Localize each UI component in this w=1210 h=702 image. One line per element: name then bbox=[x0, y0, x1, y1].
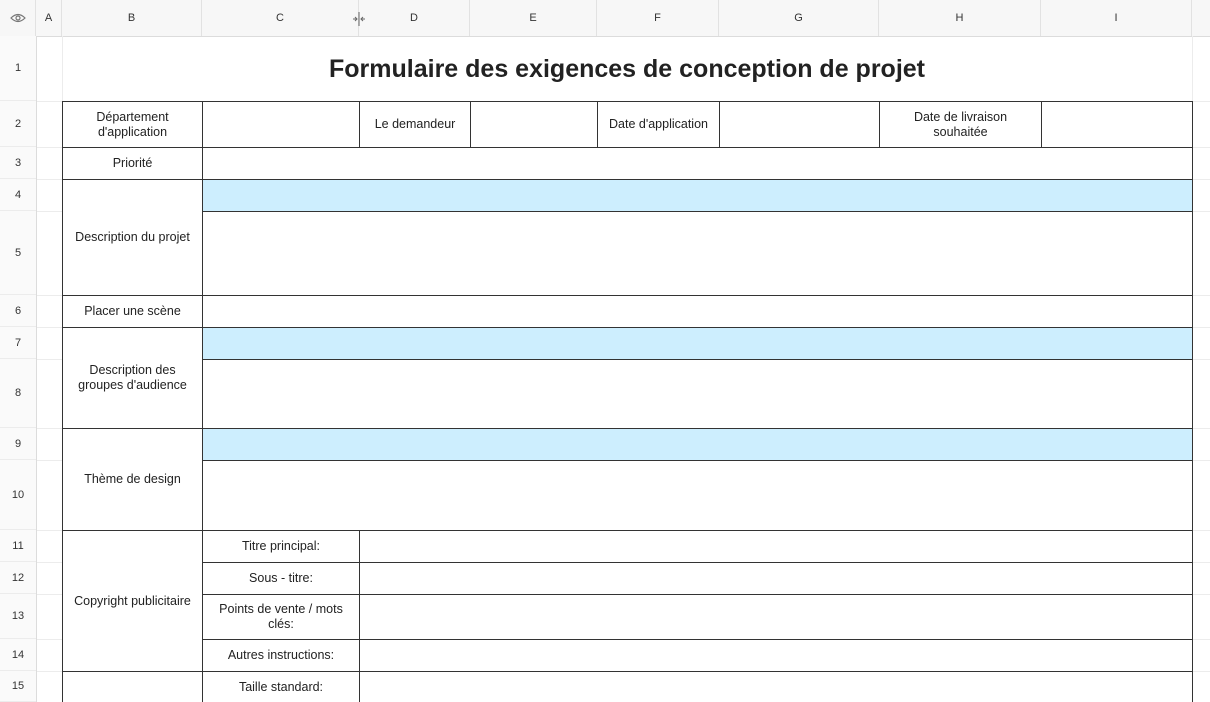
department-label[interactable]: Département d'application bbox=[62, 101, 203, 148]
other-instructions-value-cell[interactable] bbox=[359, 639, 1193, 672]
standard-size-value-cell[interactable] bbox=[359, 671, 1193, 702]
row-header-10[interactable]: 10 bbox=[0, 460, 36, 530]
column-header-d[interactable]: D bbox=[359, 0, 470, 36]
project-description-highlight-cell[interactable] bbox=[202, 179, 1193, 212]
column-header-h[interactable]: H bbox=[879, 0, 1041, 36]
standard-size-label[interactable]: Taille standard: bbox=[202, 671, 360, 702]
row-header-13[interactable]: 13 bbox=[0, 594, 36, 639]
department-value-cell[interactable] bbox=[202, 101, 360, 148]
audience-highlight-cell[interactable] bbox=[202, 327, 1193, 360]
audience-label[interactable]: Description des groupes d'audience bbox=[62, 327, 203, 429]
subtitle-value-cell[interactable] bbox=[359, 562, 1193, 595]
subtitle-label[interactable]: Sous - titre: bbox=[202, 562, 360, 595]
requester-value-cell[interactable] bbox=[470, 101, 598, 148]
selling-points-value-cell[interactable] bbox=[359, 594, 1193, 640]
main-title-label[interactable]: Titre principal: bbox=[202, 530, 360, 563]
priority-value-cell[interactable] bbox=[202, 147, 1193, 180]
column-header-e[interactable]: E bbox=[470, 0, 597, 36]
column-header-f[interactable]: F bbox=[597, 0, 719, 36]
column-header-bar bbox=[0, 0, 1210, 37]
row-header-8[interactable]: 8 bbox=[0, 359, 36, 428]
column-header-a[interactable]: A bbox=[36, 0, 62, 36]
delivery-date-label[interactable]: Date de livraison souhaitée bbox=[879, 101, 1042, 148]
column-header-g[interactable]: G bbox=[719, 0, 879, 36]
size-section-label-cell[interactable] bbox=[62, 671, 203, 702]
row-header-5[interactable]: 5 bbox=[0, 211, 36, 295]
priority-label[interactable]: Priorité bbox=[62, 147, 203, 180]
row-header-12[interactable]: 12 bbox=[0, 562, 36, 594]
row-header-7[interactable]: 7 bbox=[0, 327, 36, 359]
selling-points-label[interactable]: Points de vente / mots clés: bbox=[202, 594, 360, 640]
row-header-15[interactable]: 15 bbox=[0, 671, 36, 702]
row-header-1[interactable]: 1 bbox=[0, 36, 36, 101]
form-title[interactable]: Formulaire des exigences de conception de projet bbox=[329, 54, 925, 83]
row-header-9[interactable]: 9 bbox=[0, 428, 36, 460]
row-header-6[interactable]: 6 bbox=[0, 295, 36, 327]
application-date-label[interactable]: Date d'application bbox=[597, 101, 720, 148]
row-header-3[interactable]: 3 bbox=[0, 147, 36, 179]
other-instructions-label[interactable]: Autres instructions: bbox=[202, 639, 360, 672]
eye-icon[interactable] bbox=[0, 0, 36, 36]
copyright-label[interactable]: Copyright publicitaire bbox=[62, 530, 203, 672]
theme-value-cell[interactable] bbox=[202, 460, 1193, 531]
theme-highlight-cell[interactable] bbox=[202, 428, 1193, 461]
row-header-2[interactable]: 2 bbox=[0, 101, 36, 147]
application-date-value-cell[interactable] bbox=[719, 101, 880, 148]
scene-value-cell[interactable] bbox=[202, 295, 1193, 328]
scene-label[interactable]: Placer une scène bbox=[62, 295, 203, 328]
row-header-11[interactable]: 11 bbox=[0, 530, 36, 562]
row-header-bar bbox=[0, 36, 37, 702]
requester-label[interactable]: Le demandeur bbox=[359, 101, 471, 148]
column-resize-icon[interactable] bbox=[352, 12, 366, 26]
project-description-value-cell[interactable] bbox=[202, 211, 1193, 296]
row-header-14[interactable]: 14 bbox=[0, 639, 36, 671]
row-header-4[interactable]: 4 bbox=[0, 179, 36, 211]
project-description-label[interactable]: Description du projet bbox=[62, 179, 203, 296]
column-header-b[interactable]: B bbox=[62, 0, 202, 36]
column-header-i[interactable]: I bbox=[1041, 0, 1192, 36]
theme-label[interactable]: Thème de design bbox=[62, 428, 203, 531]
main-title-value-cell[interactable] bbox=[359, 530, 1193, 563]
delivery-date-value-cell[interactable] bbox=[1041, 101, 1193, 148]
column-header-c[interactable]: C bbox=[202, 0, 359, 36]
audience-value-cell[interactable] bbox=[202, 359, 1193, 429]
